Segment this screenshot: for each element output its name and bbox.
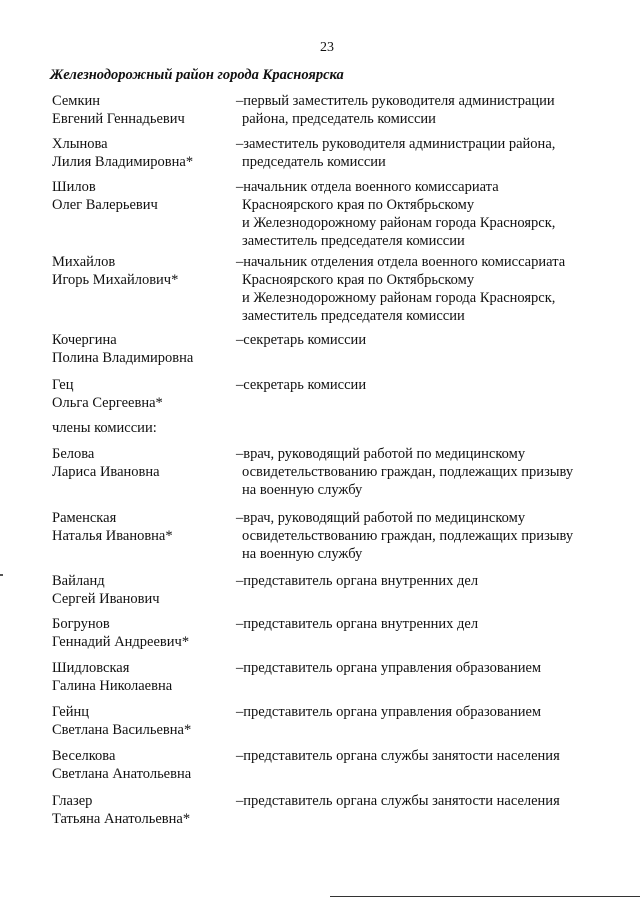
person-given-name: Наталья Ивановна*: [52, 528, 173, 544]
person-surname: Шидловская: [52, 660, 130, 676]
role-line: заместитель председателя комиссии: [242, 233, 465, 249]
role-line: на военную службу: [242, 482, 363, 498]
role-line: и Железнодорожному районам города Красноярск,: [242, 290, 556, 306]
person-role: [236, 509, 616, 563]
person-given-name: Светлана Васильевна*: [52, 722, 192, 738]
role-line: –первый заместитель руководителя администрации: [236, 93, 555, 109]
person-role: [236, 792, 616, 810]
person-given-name: Татьяна Анатольевна*: [52, 811, 191, 827]
role-line: –начальник отдела военного комиссариата: [236, 179, 499, 195]
person-given-name: Лариса Ивановна: [52, 464, 160, 480]
role-line: –представитель органа управления образованием: [236, 660, 542, 676]
role-line: –начальник отделения отдела военного комиссариата: [236, 254, 566, 270]
page-number: 23: [320, 40, 334, 55]
role-line: –секретарь комиссии: [236, 377, 367, 393]
role-line: заместитель председателя комиссии: [242, 308, 465, 324]
person-name: [52, 92, 232, 128]
person-surname: Семкин: [52, 93, 101, 109]
person-surname: Кочергина: [52, 332, 117, 348]
person-surname: Вайланд: [52, 573, 105, 589]
person-given-name: Светлана Анатольевна: [52, 766, 192, 782]
person-role: [236, 445, 616, 499]
role-line: района, председатель комиссии: [242, 111, 436, 127]
role-line: на военную службу: [242, 546, 363, 562]
person-role: [236, 135, 616, 171]
role-line: –врач, руководящий работой по медицинскому: [236, 446, 526, 462]
person-role: [236, 747, 616, 765]
person-role: [236, 331, 616, 349]
person-surname: Михайлов: [52, 254, 116, 270]
role-line: председатель комиссии: [242, 154, 386, 170]
footer-rule: [330, 896, 640, 897]
person-given-name: Ольга Сергеевна*: [52, 395, 163, 411]
person-surname: Белова: [52, 446, 95, 462]
person-name: [52, 659, 232, 695]
person-name: [52, 509, 232, 545]
person-name: [52, 331, 232, 367]
person-surname: Богрунов: [52, 616, 110, 632]
person-role: [236, 703, 616, 721]
role-line: –представитель органа службы занятости населения: [236, 748, 560, 764]
role-line: –представитель органа внутренних дел: [236, 616, 479, 632]
role-line: –заместитель руководителя администрации района,: [236, 136, 556, 152]
role-line: и Железнодорожному районам города Красноярск,: [242, 215, 556, 231]
person-role: [236, 92, 616, 128]
role-line: –врач, руководящий работой по медицинскому: [236, 510, 526, 526]
role-line: освидетельствованию граждан, подлежащих призыву: [242, 528, 574, 544]
person-name: [52, 572, 232, 608]
person-given-name: Полина Владимировна: [52, 350, 194, 366]
role-line: –представитель органа управления образованием: [236, 704, 542, 720]
person-name: [52, 792, 232, 828]
person-surname: Хлынова: [52, 136, 108, 152]
role-line: –представитель органа службы занятости населения: [236, 793, 560, 809]
person-surname: Глазер: [52, 793, 93, 809]
person-role: [236, 659, 616, 677]
section-title: Железнодорожный район города Красноярска: [50, 67, 344, 83]
person-name: [52, 747, 232, 783]
person-given-name: Геннадий Андреевич*: [52, 634, 190, 650]
person-surname: Гец: [52, 377, 74, 393]
person-given-name: Галина Николаевна: [52, 678, 173, 694]
person-given-name: Лилия Владимировна*: [52, 154, 194, 170]
person-name: [52, 445, 232, 481]
members-label: члены комиссии:: [52, 420, 157, 436]
person-name: [52, 615, 232, 651]
person-surname: Раменская: [52, 510, 117, 526]
person-given-name: Евгений Геннадьевич: [52, 111, 185, 127]
scan-edge-mark: [0, 574, 3, 576]
role-line: –представитель органа внутренних дел: [236, 573, 479, 589]
person-role: [236, 572, 616, 590]
person-role: [236, 178, 616, 250]
person-name: [52, 703, 232, 739]
person-name: [52, 253, 232, 289]
role-line: Красноярского края по Октябрьскому: [242, 197, 475, 213]
person-role: [236, 615, 616, 633]
person-given-name: Олег Валерьевич: [52, 197, 158, 213]
person-role: [236, 253, 616, 325]
person-given-name: Сергей Иванович: [52, 591, 160, 607]
person-role: [236, 376, 616, 394]
person-name: [52, 376, 232, 412]
role-line: освидетельствованию граждан, подлежащих призыву: [242, 464, 574, 480]
person-surname: Веселкова: [52, 748, 116, 764]
person-name: [52, 178, 232, 214]
person-surname: Шилов: [52, 179, 96, 195]
person-surname: Гейнц: [52, 704, 89, 720]
role-line: Красноярского края по Октябрьскому: [242, 272, 475, 288]
person-name: [52, 135, 232, 171]
person-given-name: Игорь Михайлович*: [52, 272, 179, 288]
role-line: –секретарь комиссии: [236, 332, 367, 348]
